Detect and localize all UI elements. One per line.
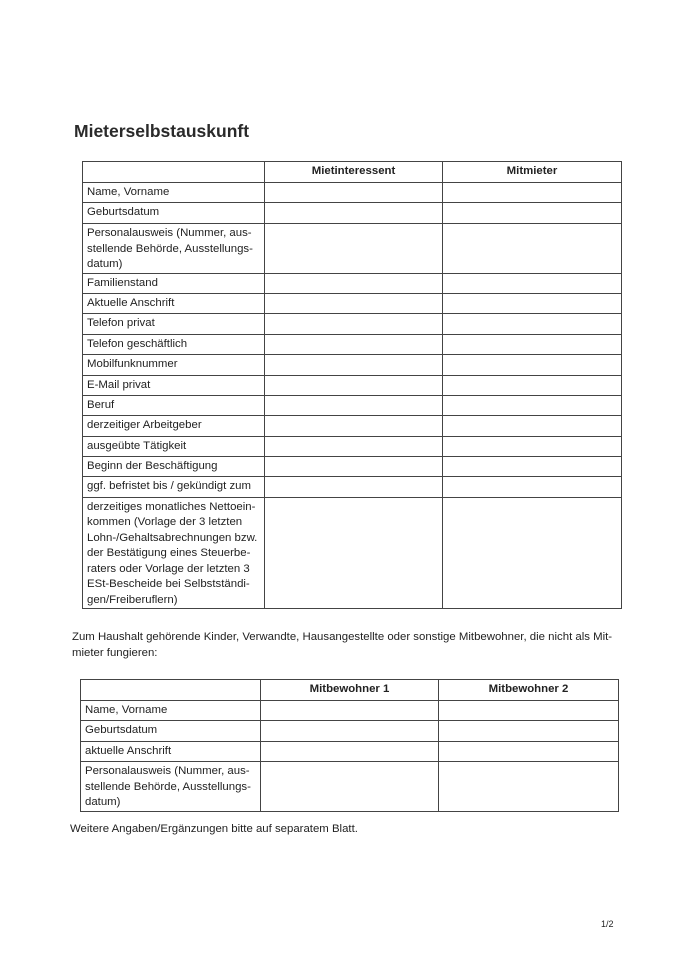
input-cell-col2[interactable] <box>439 721 619 742</box>
input-cell-col1[interactable] <box>265 354 443 375</box>
page-title: Mieterselbstauskunft <box>74 121 250 141</box>
input-cell-col2[interactable] <box>443 203 622 224</box>
table-row <box>83 354 622 375</box>
row-label: aktuelle Anschrift <box>81 742 261 762</box>
input-cell-col1[interactable] <box>261 742 439 762</box>
row-label: ausgeübte Tätigkeit <box>83 436 265 456</box>
table-row <box>83 476 622 497</box>
row-label: E-Mail privat <box>83 375 265 395</box>
table-header-row <box>81 680 619 701</box>
input-cell-col1[interactable] <box>265 395 443 415</box>
table-row <box>83 334 622 354</box>
row-label: Name, Vorname <box>83 183 265 203</box>
table-row <box>83 375 622 395</box>
row-label: Geburtsdatum <box>83 203 265 224</box>
input-cell-col1[interactable] <box>265 456 443 476</box>
table-row <box>83 203 622 224</box>
input-cell-col2[interactable] <box>443 415 622 436</box>
table-row <box>83 293 622 313</box>
input-cell-col2[interactable] <box>443 183 622 203</box>
input-cell-col1[interactable] <box>265 497 443 609</box>
input-cell-col2[interactable] <box>439 742 619 762</box>
table-row <box>83 395 622 415</box>
input-cell-col1[interactable] <box>265 183 443 203</box>
input-cell-col1[interactable] <box>261 762 439 812</box>
input-cell-col2[interactable] <box>443 273 622 293</box>
page-number: 1/2 <box>601 919 614 929</box>
row-label: Telefon geschäftlich <box>83 334 265 354</box>
cohabitants-table <box>80 679 619 812</box>
row-label: Geburtsdatum <box>81 721 261 742</box>
table-row <box>83 313 622 334</box>
additional-info-note: Weitere Angaben/Ergänzungen bitte auf separatem Blatt. <box>70 823 358 835</box>
input-cell-col2[interactable] <box>443 313 622 334</box>
table-row <box>83 456 622 476</box>
row-label: Personalausweis (Nummer, aus-stellende Behörde, Ausstellungs-datum) <box>83 224 265 274</box>
table-row <box>83 183 622 203</box>
input-cell-col1[interactable] <box>265 375 443 395</box>
row-label: ggf. befristet bis / gekündigt zum <box>83 476 265 497</box>
row-label: Telefon privat <box>83 313 265 334</box>
table-row <box>81 721 619 742</box>
header-mitbewohner-2: Mitbewohner 2 <box>439 680 619 701</box>
row-label: derzeitiger Arbeitgeber <box>83 415 265 436</box>
input-cell-col2[interactable] <box>439 701 619 721</box>
table-row <box>83 224 622 274</box>
input-cell-col2[interactable] <box>443 395 622 415</box>
tenant-info-table <box>82 161 622 609</box>
row-label: derzeitiges monatliches Nettoein-kommen (Vorlage der 3 letzten Lohn-/Gehaltsabrechnungen bzw. der Bestätigung eines Steuerbe-raters oder Vorlage der letzten 3 ESt-Bescheide bei Selbstständi-gen/Freiberuflern) <box>83 497 265 609</box>
header-mitbewohner-1: Mitbewohner 1 <box>261 680 439 701</box>
input-cell-col2[interactable] <box>443 476 622 497</box>
input-cell-col1[interactable] <box>265 273 443 293</box>
header-mitmieter: Mitmieter <box>443 162 622 183</box>
row-label: Aktuelle Anschrift <box>83 293 265 313</box>
input-cell-col2[interactable] <box>443 436 622 456</box>
row-label: Beruf <box>83 395 265 415</box>
row-label: Name, Vorname <box>81 701 261 721</box>
input-cell-col1[interactable] <box>265 203 443 224</box>
table-row <box>81 762 619 812</box>
table-header-row <box>83 162 622 183</box>
input-cell-col2[interactable] <box>439 762 619 812</box>
input-cell-col1[interactable] <box>265 334 443 354</box>
household-paragraph: Zum Haushalt gehörende Kinder, Verwandte, Hausangestellte oder sonstige Mitbewohner, die nicht als Mit-mieter fungieren: <box>72 631 613 659</box>
input-cell-col2[interactable] <box>443 334 622 354</box>
row-label: Familienstand <box>83 273 265 293</box>
header-empty <box>83 162 265 183</box>
input-cell-col1[interactable] <box>265 476 443 497</box>
input-cell-col2[interactable] <box>443 497 622 609</box>
input-cell-col2[interactable] <box>443 293 622 313</box>
input-cell-col2[interactable] <box>443 375 622 395</box>
table-row <box>83 415 622 436</box>
input-cell-col1[interactable] <box>265 436 443 456</box>
row-label: Beginn der Beschäftigung <box>83 456 265 476</box>
input-cell-col2[interactable] <box>443 456 622 476</box>
input-cell-col1[interactable] <box>265 313 443 334</box>
table-row <box>83 497 622 609</box>
input-cell-col1[interactable] <box>261 701 439 721</box>
input-cell-col2[interactable] <box>443 354 622 375</box>
table-row <box>83 436 622 456</box>
table-row <box>81 742 619 762</box>
input-cell-col1[interactable] <box>265 224 443 274</box>
table-row <box>83 273 622 293</box>
input-cell-col1[interactable] <box>265 293 443 313</box>
input-cell-col1[interactable] <box>261 721 439 742</box>
input-cell-col1[interactable] <box>265 415 443 436</box>
row-label: Personalausweis (Nummer, aus-stellende Behörde, Ausstellungs-datum) <box>81 762 261 812</box>
row-label: Mobilfunknummer <box>83 354 265 375</box>
table-row <box>81 701 619 721</box>
input-cell-col2[interactable] <box>443 224 622 274</box>
header-mietinteressent: Mietinteressent <box>265 162 443 183</box>
header-empty <box>81 680 261 701</box>
